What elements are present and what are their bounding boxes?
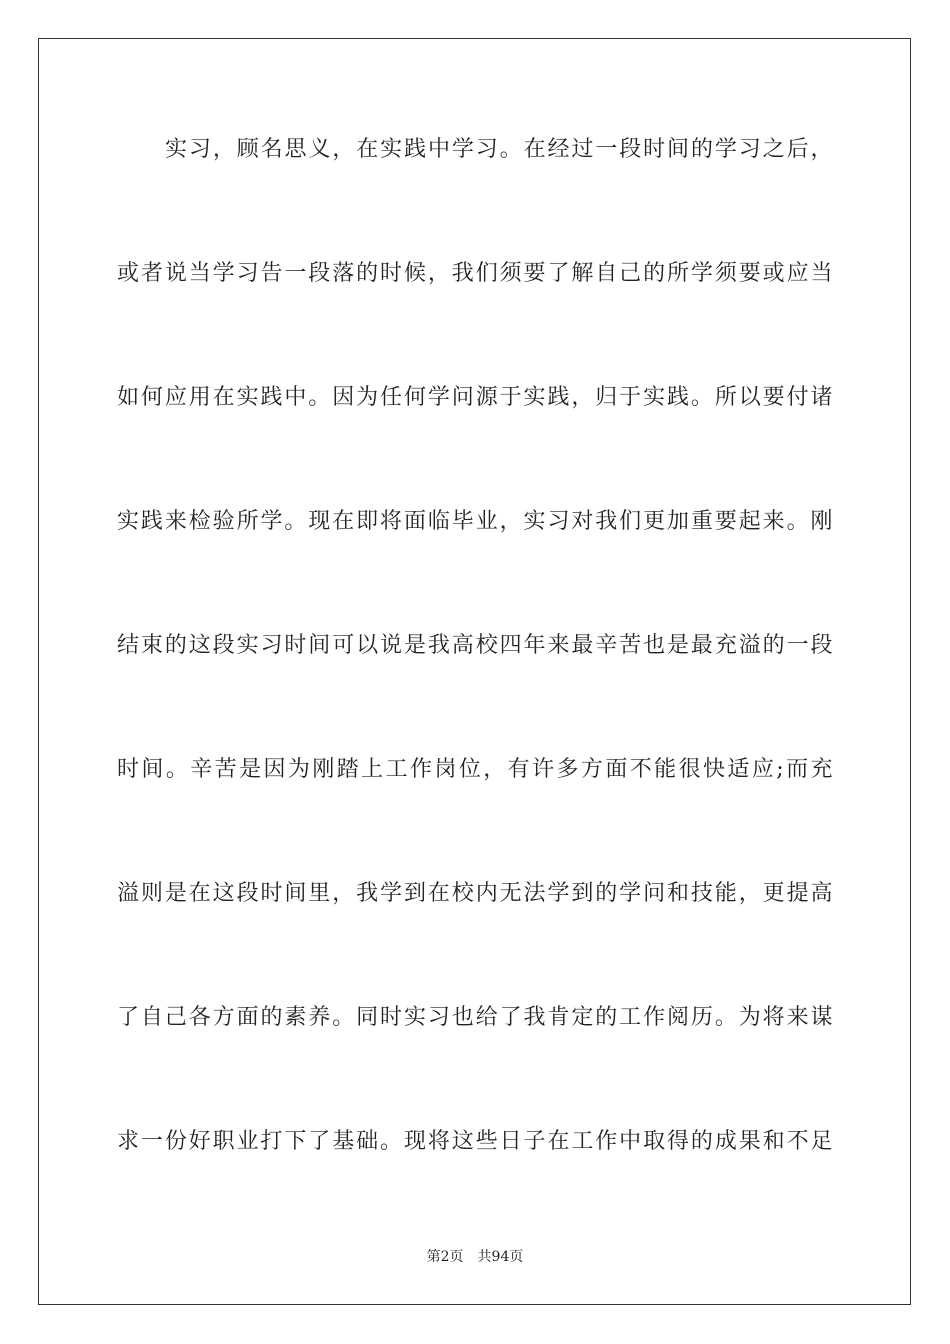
body-line-8: 了自己各方面的素养。同时实习也给了我肯定的工作阅历。为将来谋 [117,1005,833,1030]
page-footer [0,1248,950,1266]
body-line-2: 或者说当学习告一段落的时候，我们须要了解自己的所学须要或应当 [117,261,833,286]
page-total: 共94页 [477,1249,524,1265]
body-line-4: 实践来检验所学。现在即将面临毕业，实习对我们更加重要起来。刚 [117,509,833,534]
body-line-5: 结束的这段实习时间可以说是我高校四年来最辛苦也是最充溢的一段 [117,633,833,658]
body-line-9: 求一份好职业打下了基础。现将这些日子在工作中取得的成果和不足 [117,1129,833,1154]
body-line-6: 时间。辛苦是因为刚踏上工作岗位，有许多方面不能很快适应;而充 [117,757,833,782]
body-line-3: 如何应用在实践中。因为任何学问源于实践，归于实践。所以要付诸 [117,385,833,410]
page-border [38,38,911,1305]
page-number: 第2页 [426,1249,464,1265]
body-line-1: 实习，顾名思义，在实践中学习。在经过一段时间的学习之后， [165,137,833,162]
body-line-7: 溢则是在这段时间里，我学到在校内无法学到的学问和技能，更提高 [117,881,833,906]
